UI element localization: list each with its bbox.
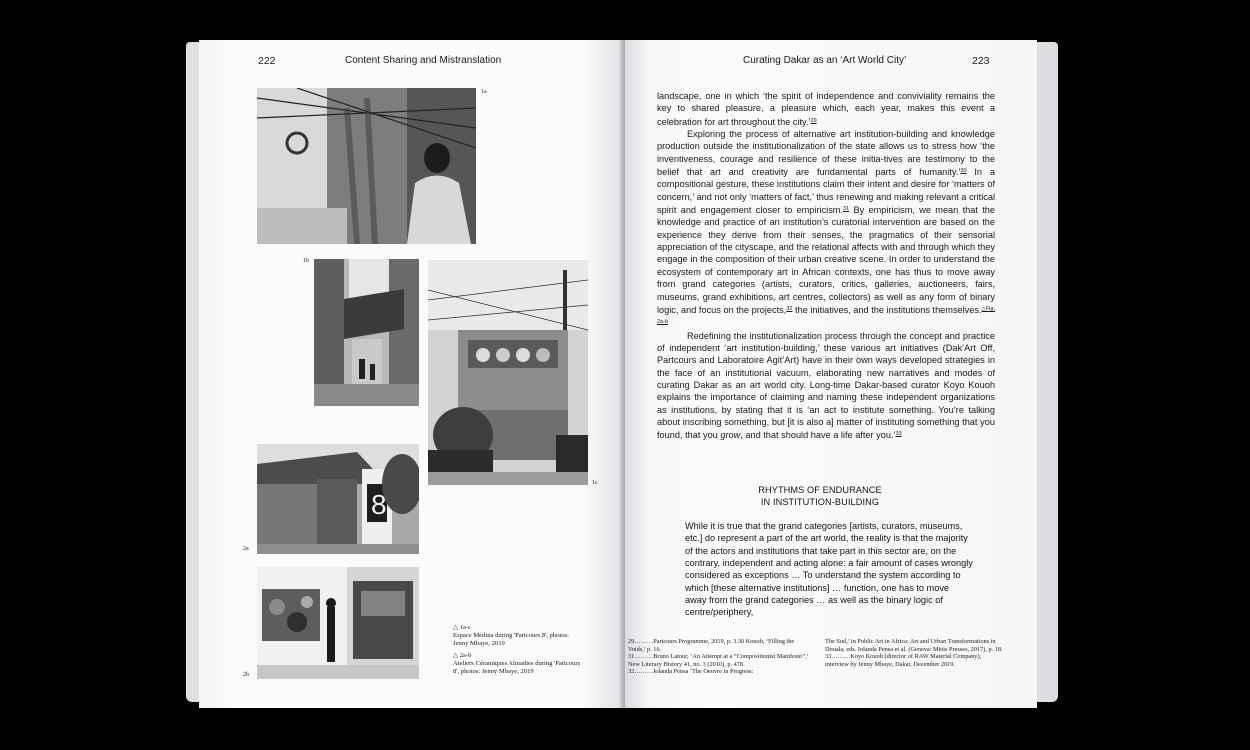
caption-1 (453, 624, 583, 648)
page-number-right: 223 (972, 55, 990, 67)
footnote-33: 33………Koyo Kouoh (director of RAW Material Company), interview by Jenny Mbaye, Dakar, December 2019. (825, 653, 982, 668)
footnote-ref-33[interactable]: 33 (895, 431, 902, 438)
section-heading (720, 484, 920, 509)
caption-2-ref: △ 2a-b (453, 652, 472, 659)
left-page (199, 40, 624, 708)
caption-2-text: Ateliers Céramiques Almadies during 'Partcours 8', photos: Jenny Mbaye, 2019 (453, 660, 581, 675)
block-quote: While it is true that the grand categories [artists, curators, museums, etc.] do represent a part of the art world, the reality is that the majority of the actors and institutions that take part in this sector are, on the contrary, independent and acting alone: a fair amount of cases wrongly considered as exceptions … To understand the system according to which [these alternative institutions] … function, one has to move away from the grand categories … as well as the binary logic of centre/periphery, (685, 521, 973, 618)
figure-label-1c: 1c (592, 480, 598, 486)
footnote-32: 32………Iolanda Pensa ‘The Oeuvre in Progress: (628, 668, 754, 676)
footnotes-column-2 (825, 638, 1005, 668)
figure-label-1a: 1a (481, 89, 487, 95)
paragraph-1: landscape, one in which ‘the spirit of independence and conviviality remains the key to shared pleasure, a pleasure which, each year, makes this event a celebration for art throughout the city.’$^{29}$ (657, 91, 995, 127)
paragraph-3: Redefining the institutionalization process through the concept and practice of independent ‘art institution-building,’ these various art initiatives (Dak’Art Off, Partcours and Laboratoire Agit’Art) have in their own ways developed strategies in the face of an institutional vacuum, elaborating new narratives and modes of curating Dakar as an art world city. Long-time Dakar-based curator Koyo Kouoh explains the importance of claiming and naming these independent organizations as institutions, by stating that it is ‘an act to institute something. You’re talking about inscribing something, but [it is also a] matter of instituting something that you found, that you grow, and that should have a life after you.’$^{33}$ (657, 330, 995, 441)
footnote-31: 31………Bruno Latour, ‘An Attempt at a “Compositionist Manifesto”,’ New Literary History 41, no. 3 (2010), p. 478. (628, 653, 809, 668)
caption-1-text: Espace Médina during 'Partcours 8', photos: Jenny Mbaye, 2019 (453, 632, 569, 647)
footnote-32-cont: The Sud,’ in Public Art in Africa: Art and Urban Transformations in Douala, eds. Iolanda Pensa et al. (Geneva: Mētis Presses, 2017), p. 18. (825, 638, 1003, 653)
book-page-edge-left (186, 42, 200, 702)
photo-1c-building-mural (428, 260, 588, 485)
running-head-right: Curating Dakar as an ‘Art World City’ (743, 55, 907, 66)
right-page (625, 40, 1037, 708)
svg-text:8: 8 (371, 489, 387, 520)
running-head-left: Content Sharing and Mistranslation (345, 55, 502, 66)
figure-label-2a: 2a (243, 546, 249, 552)
section-heading-line-2: IN INSTITUTION-BUILDING (760, 497, 880, 508)
footnote-ref-32[interactable]: 32 (786, 305, 793, 312)
footnote-ref-31[interactable]: 31 (843, 206, 850, 213)
page-number-left: 222 (258, 55, 276, 67)
footnote-ref-30[interactable]: 30 (960, 168, 967, 175)
footnotes-column-1 (628, 638, 813, 676)
photo-2a-gallery-entrance (257, 444, 419, 554)
figure-label-2b: 2b (243, 672, 249, 678)
photo-2b-exhibition-room (257, 567, 419, 679)
caption-1-ref: △ 1a-c (453, 624, 472, 631)
figure-captions (453, 624, 583, 680)
section-heading-line-1: RHYTHMS OF ENDURANCE (758, 485, 882, 495)
caption-2 (453, 652, 583, 676)
figure-label-1b: 1b (303, 258, 309, 264)
paragraph-2: Exploring the process of alternative art institution-building and knowledge production outside the institutionalization of the state allows us to stress how ‘the inventiveness, courage and resilience of these initia-tives are testimony to the belief that art and creativity are fundamental parts of humanity.’$^{30}$ In a compositional gesture, these institutions claim their intent and desire for ‘matters of concern,’ and not only ‘matters of fact,’ thus renewing and making relevant a critical spirit and engagement closer to empiricism.$^{31}$ By empiricism, we mean that the knowledge and practice of an institution’s curatorial intervention are based on the experience they derive from their senses, the pragmatics of their sensorial appreciation of the cityscape, and the relational affects with and through which they engage in the composition of their urban creative scene. In order to understand the ecosystem of contemporary art in African contexts, one has thus to move away from grand categories (artists, curators, critics, galleries, auctioneers, fairs, museums, grand exhibitions, art centres, collectors) as well as any form of binary logic, and focus on the projects,$^{32}$ the initiatives, and the institutions themselves.$^{\triangle Fig. 2a-b}$ (657, 129, 995, 326)
figure-ref-2a-b[interactable]: △Fig. 2a-b (657, 305, 995, 326)
footnote-ref-29[interactable]: 29 (810, 117, 817, 124)
footnote-29: 29………Partcours Programme, 2019, p. 3.30 Kouoh, ‘Filling the Voids,’ p. 16. (628, 638, 795, 653)
body-text (657, 90, 995, 442)
photo-1b-alley (314, 259, 419, 406)
photo-1a-street-portrait (257, 88, 476, 244)
